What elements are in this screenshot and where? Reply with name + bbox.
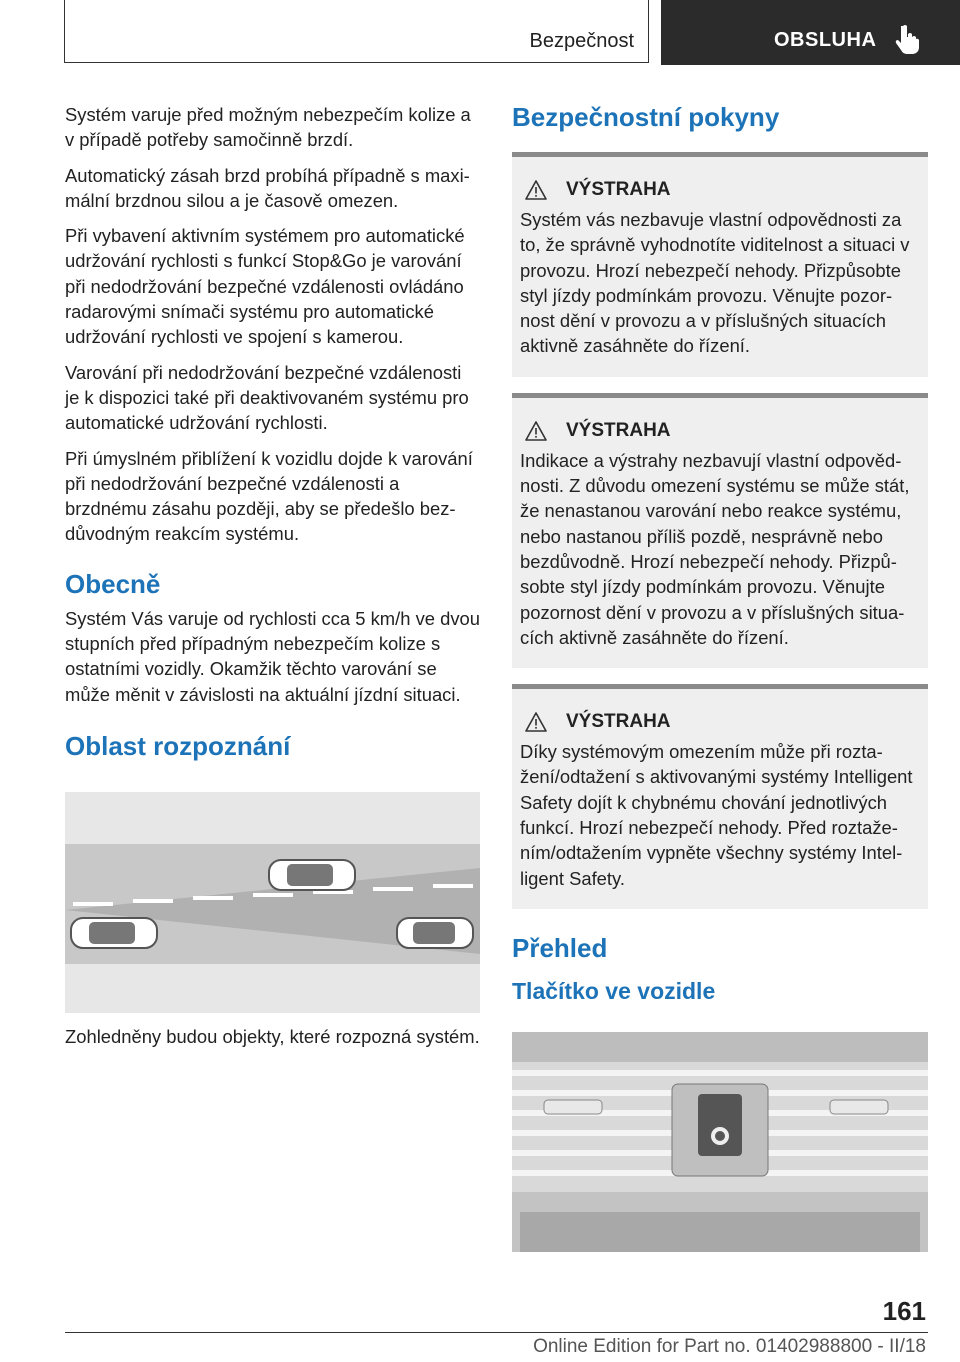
warning-box bbox=[512, 152, 928, 377]
right-column bbox=[512, 102, 928, 1005]
car-front-icon bbox=[397, 918, 473, 948]
warning-title: VÝSTRAHA bbox=[566, 711, 671, 733]
car-own-icon bbox=[71, 918, 157, 948]
paragraph: Při úmyslném přiblížení k vozidlu dojde k varování při nedodržování bezpečné vzdálenosti a brzdnému zásahu později, aby se předešlo bezdůvodným reakcím systému. bbox=[65, 447, 473, 545]
hand-pointer-icon bbox=[894, 24, 920, 54]
warning-text: Díky systémovým omezením může při roztažení/odtažení s aktivovanými systémy Intelligent Safety dojít k chybnému chování jednotlivých funkcí. Hrozí nebezpečí nehody. Před roztažením/odtažením vypněte všechny systémy Intelligent Safety. bbox=[520, 741, 913, 889]
general-text: Systém Vás varuje od rychlosti cca 5 km/h ve dvou stupních před případným nebezpečím kolize s ostatními vozidly. Okamžik těchto varování se může měnit v závislosti na aktuální jízdní situaci. bbox=[65, 607, 480, 705]
warning-text: Systém vás nezbavuje vlastní odpovědnosti za to, že správně vyhodnotíte viditelnost a situaci v provozu. Hrozí nebezpečí nehody. Přizpůsobte styl jízdy podmínkám provozu. Věnujte pozornost dění v provozu a v příslušných situacích aktivně zasáhněte do řízení. bbox=[520, 209, 910, 357]
detection-caption: Zohledněny budou objekty, které rozpozná systém. bbox=[65, 1026, 480, 1047]
detection-area-illustration bbox=[65, 792, 480, 1013]
edition-note: Online Edition for Part no. 01402988800 - II/18 bbox=[533, 1336, 926, 1357]
section-header-box bbox=[64, 0, 649, 63]
warning-box bbox=[512, 393, 928, 668]
left-column bbox=[65, 102, 480, 762]
heading-safety-notes: Bezpečnostní pokyny bbox=[512, 102, 780, 132]
paragraph: Varování při nedodržování bezpečné vzdálenosti je k dispozici také při deaktivovaném systému pro automatické udržování rychlosti. bbox=[65, 361, 469, 434]
warning-triangle-icon bbox=[524, 711, 548, 733]
heading-overview: Přehled bbox=[512, 932, 608, 963]
footer-divider bbox=[65, 1332, 928, 1333]
heading-button-in-vehicle: Tlačítko ve vozidle bbox=[512, 977, 716, 1004]
paragraph: Automatický zásah brzd probíhá případně s maximální brzdnou silou a je časově omezen. bbox=[65, 164, 470, 211]
button-photo bbox=[512, 1032, 928, 1252]
paragraph: Systém varuje před možným nebezpečím kolize a v případě potřeby samočinně brzdí. bbox=[65, 104, 471, 151]
warning-triangle-icon bbox=[524, 420, 548, 442]
warning-title: VÝSTRAHA bbox=[566, 179, 671, 200]
section-title: Bezpečnost bbox=[529, 30, 634, 52]
warning-title: VÝSTRAHA bbox=[566, 419, 671, 441]
chapter-tab bbox=[661, 0, 960, 65]
car-ahead-icon bbox=[269, 860, 355, 890]
heading-general: Obecně bbox=[65, 568, 161, 599]
warning-text: Indikace a výstrahy nezbavují vlastní odpovědnosti. Z důvodu omezení systému se může stát, že nenastanou varování nebo reakce systému, nebo nastanou příliš pozdě, nesprávně nebo bezdůvodně. Hrozí nebezpečí nehody. Přizpůsobte styl jízdy podmínkám provozu. Věnujte pozornost dění v provozu a v příslušných situacích aktivně zasáhněte do řízení. bbox=[520, 449, 910, 648]
paragraph: Při vybavení aktivním systémem pro automatické udržování rychlosti s funkcí Stop&Go je varování při nedodržování bezpečné vzdálenosti ovládáno radarovými snímači systému pro automatické udržování rychlosti ve spojení s kamerou. bbox=[65, 225, 465, 348]
heading-detection-area: Oblast rozpoznání bbox=[65, 730, 291, 761]
warning-box bbox=[512, 684, 928, 909]
chapter-tab-label: OBSLUHA bbox=[774, 29, 877, 51]
page-header bbox=[0, 0, 960, 65]
page-number: 161 bbox=[882, 1296, 926, 1326]
warning-triangle-icon bbox=[524, 179, 548, 201]
